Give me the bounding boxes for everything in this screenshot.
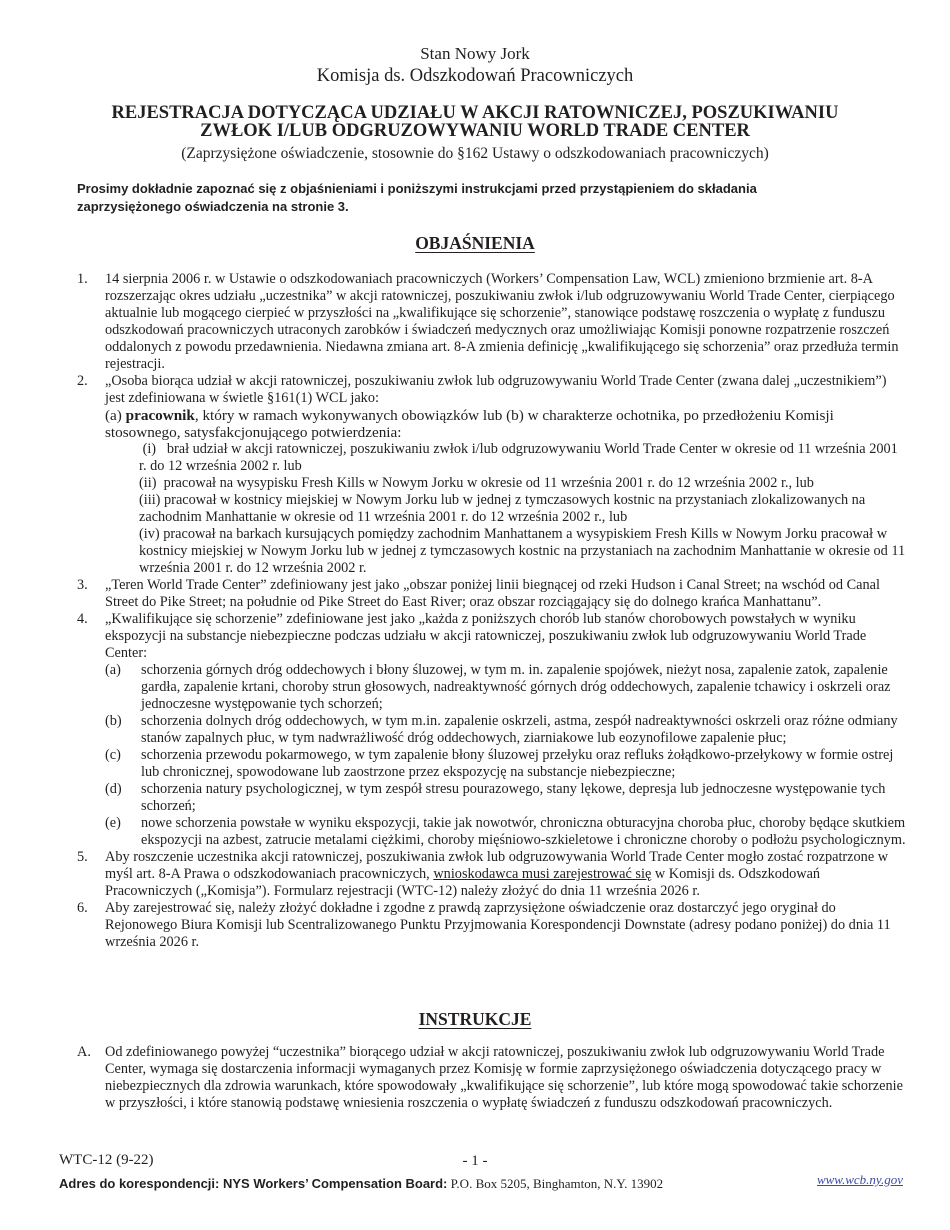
roman-text: pracował w kostnicy miejskiej w Nowym Jorku lub w jednej z tymczasowych kostnic na przystaniach zlokalizowanych na zachodnim Manhattanie w okresie od 11 września 2001 r. do 12 września 2002 r., lub xyxy=(139,492,866,525)
condition-label: (e) xyxy=(105,815,121,831)
website-link[interactable]: www.wcb.ny.gov xyxy=(816,1172,903,1187)
explanation-item-6 xyxy=(77,900,907,951)
address-label: Adres do korespondencji: NYS Workers’ Compensation Board: xyxy=(59,1176,448,1191)
definition-lead-bold: pracownik xyxy=(125,407,195,424)
item-text: „Kwalifikujące się schorzenie” zdefiniowane jest jako „każda z poniższych chorób lub stanów chorobowych powstałych w wyniku ekspozycji na substancje niebezpieczne podczas udziału w akcji ratowniczej, poszukiwaniu zwłok lub odgruzowywaniu World Trade Center: xyxy=(105,611,867,661)
roman-item-iv xyxy=(139,526,907,577)
roman-text: pracował na wysypisku Fresh Kills w Nowym Jorku w okresie od 11 września 2001 r. do 12 września 2002 r., lub xyxy=(163,475,814,491)
item-number: 1. xyxy=(77,271,88,287)
form-code: WTC-12 (9-22) xyxy=(59,1152,154,1168)
explanations-heading xyxy=(0,233,950,254)
condition-item-e xyxy=(105,815,907,849)
form-subtitle: (Zaprzysiężone oświadczenie, stosownie do §162 Ustawy o odszkodowaniach pracowniczych) xyxy=(181,145,769,162)
item-number: 4. xyxy=(77,611,88,627)
condition-item-c xyxy=(105,747,907,781)
instructions-list xyxy=(77,1044,907,1112)
condition-label: (d) xyxy=(105,781,122,797)
condition-item-b xyxy=(105,713,907,747)
instruction-item-a xyxy=(77,1044,907,1112)
explanation-item-1 xyxy=(77,271,907,373)
item-number: 5. xyxy=(77,849,88,865)
condition-text: nowe schorzenia powstałe w wyniku ekspozycji, takie jak nowotwór, chroniczna obturacyjna choroba płuc, choroby będące skutkiem ekspozycji na azbest, zatrucie metalami ciężkimi, choroby mięśniowo-szkieletowe i chroniczne choroby o podłożu psychologicznym. xyxy=(141,815,906,848)
roman-label: (ii) xyxy=(139,475,157,491)
item-text: Aby zarejestrować się, należy złożyć dokładne i zgodne z prawdą zaprzysiężone oświadczenie oraz dostarczyć jego oryginał do Rejonowego Biura Komisji lub Scentralizowanego Punktu Przyjmowania Korespondencji Downstate (adresy podano poniżej) do dnia 11 września 2026 r. xyxy=(105,900,891,950)
condition-label: (a) xyxy=(105,662,121,678)
condition-item-d xyxy=(105,781,907,815)
condition-text: schorzenia dolnych dróg oddechowych, w tym m.in. zapalenie oskrzeli, astma, zespół nadreaktywności oskrzeli oraz różne odmiany stanów zapalnych płuc, w tym nadwrażliwość dróg oddechowych, ziarniakowe lub eozynofilowe zapalenie płuc; xyxy=(141,713,898,746)
board-name: Komisja ds. Odszkodowań Pracowniczych xyxy=(316,66,634,86)
roman-text: brał udział w akcji ratowniczej, poszukiwaniu zwłok i/lub odgruzowywaniu World Trade Center w okresie od 11 września 2001 r. do 12 września 2002 r. lub xyxy=(139,441,898,474)
item-text: „Osoba biorąca udział w akcji ratowniczej, poszukiwaniu zwłok lub odgruzowywaniu World Trade Center (zwana dalej „uczestnikiem”) jest zdefiniowana w świetle §161(1) WCL jako: xyxy=(105,373,887,406)
item-number: A. xyxy=(77,1044,91,1060)
form-title xyxy=(60,104,890,140)
mailing-address xyxy=(59,1176,663,1192)
explanation-item-3 xyxy=(77,577,907,611)
roman-item-ii xyxy=(139,475,907,492)
item-number: 6. xyxy=(77,900,88,916)
form-title-line2: ZWŁOK I/LUB ODGRUZOWYWANIU WORLD TRADE CENTER xyxy=(200,121,750,141)
condition-label: (c) xyxy=(105,747,121,763)
definition-lead-a: (a) xyxy=(105,407,126,424)
state-name: Stan Nowy Jork xyxy=(420,44,530,63)
condition-text: schorzenia górnych dróg oddechowych i błony śluzowej, w tym m. in. zapalenie spojówek, nieżyt nosa, zapalenie zatok, zapalenie gardła, zapalenie krtani, choroby strun głosowych, nadreaktywność górnych dróg oddechowych, zapalenie tchawicy i oskrzeli oraz jednoczesne występowanie tych schorzeń; xyxy=(141,662,891,712)
condition-list xyxy=(77,662,907,849)
condition-text: schorzenia natury psychologicznej, w tym zespół stresu pourazowego, stany lękowe, depresja lub jednoczesne występowanie tych schorzeń; xyxy=(141,781,886,814)
explanation-item-5 xyxy=(77,849,907,900)
page-number: - 1 - xyxy=(462,1153,488,1169)
item-text-before: Aby roszczenie uczestnika akcji ratowniczej, poszukiwania zwłok lub odgruzowywania World Trade Center mogło zostać rozpatrzone w myśl art. 8-A Prawa o odszkodowaniach pracowniczych, xyxy=(105,849,889,882)
item-number: 3. xyxy=(77,577,88,593)
roman-list xyxy=(77,441,907,577)
roman-item-iii xyxy=(139,492,907,526)
participant-definition xyxy=(77,407,907,441)
item-text: Od zdefiniowanego powyżej “uczestnika” biorącego udział w akcji ratowniczej, poszukiwaniu zwłok lub odgruzowywaniu World Trade Center, wymaga się dostarczenia informacji wymaganych przez Komisję w formie zaprzysiężonego oświadczenia dotyczącego pracy w niebezpiecznych dla zdrowia warunkach, które spowodowały „kwalifikujące się schorzenie”, lub które mogą spowodować takie schorzenie w przyszłości, i które stanowią podstawę wniesienia roszczenia o wypłatę świadczeń z funduszu odszkodowań pracowniczych. xyxy=(105,1044,903,1111)
roman-item-i xyxy=(139,441,907,475)
explanation-item-4 xyxy=(77,611,907,662)
explanations-heading-text: OBJAŚNIENIA xyxy=(415,233,535,253)
condition-item-a xyxy=(105,662,907,713)
intro-notice: Prosimy dokładnie zapoznać się z objaśnieniami i poniższymi instrukcjami przed przystąpieniem do składania zaprzysiężonego oświadczenia na stronie 3. xyxy=(77,181,757,214)
condition-label: (b) xyxy=(105,713,122,729)
item-text-after: w Komisji ds. Odszkodowań Pracowniczych („Komisja”). Formularz rejestracji (WTC-12) należy złożyć do dnia 11 września 2026 r. xyxy=(105,866,821,899)
item-number: 2. xyxy=(77,373,88,389)
instructions-heading-text: INSTRUKCJE xyxy=(418,1009,532,1029)
item-text: 14 sierpnia 2006 r. w Ustawie o odszkodowaniach pracowniczych (Workers’ Compensation Law, WCL) zmieniono brzmienie art. 8-A rozszerzając okres udziału „uczestnika” w akcji ratowniczej, poszukiwaniu zwłok i/lub odgruzowywaniu World Trade Center, cierpiącego aktualnie lub mogącego cierpieć w przyszłości na „kwalifikujące się schorzenie”, stanowiące podstawę roszczenia o wypłatę z funduszu odszkodowań pracowniczych utraconych zarobków i świadczeń medycznych oraz umożliwiając Komisji ponowne rozpatrzenie roszczeń oddalonych z powodu przedawnienia. Niedawna zmiana art. 8-A zmienia definicję „kwalifikującego się schorzenia” oraz przedłuża termin rejestracji. xyxy=(105,271,899,372)
condition-text: schorzenia przewodu pokarmowego, w tym zapalenie błony śluzowej przełyku oraz refluks żołądkowo-przełykowy w formie ostrej lub chronicznej, spowodowane lub zaostrzone przez ekspozycję na substancje niebezpieczne; xyxy=(141,747,894,780)
explanation-item-2 xyxy=(77,373,907,407)
registration-requirement: wnioskodawca musi zarejestrować się xyxy=(433,866,652,882)
form-title-line1: REJESTRACJA DOTYCZĄCA UDZIAŁU W AKCJI RATOWNICZEJ, POSZUKIWANIU xyxy=(111,103,839,123)
address-value: P.O. Box 5205, Binghamton, N.Y. 13902 xyxy=(447,1176,664,1191)
instructions-heading xyxy=(0,1009,950,1030)
roman-text: pracował na barkach kursujących pomiędzy zachodnim Manhattanem a wysypiskiem Fresh Kills w Nowym Jorku pracował w kostnicy miejskiej w Nowym Jorku lub w jednej z tymczasowych kostnic na przystaniach na zachodnim Manhattanie w okresie od 11 września 2001 r. do 12 września 2002 r. xyxy=(139,526,906,576)
roman-label: (iv) xyxy=(139,526,160,542)
explanations-list xyxy=(77,271,907,951)
roman-label: (i) xyxy=(142,441,157,457)
roman-label: (iii) xyxy=(139,492,161,508)
item-text: „Teren World Trade Center” zdefiniowany jest jako „obszar poniżej linii biegnącej od rzeki Hudson i Canal Street; na wschód od Canal Street do Pike Street; na południe od Pike Street do East River; oraz obszar rozciągający się do dolnego krańca Manhattanu”. xyxy=(105,577,880,610)
definition-lead-rest: , który w ramach wykonywanych obowiązków lub (b) w charakterze ochotnika, po przedłożeniu Komisji stosownego, satysfakcjonującego potwierdzenia: xyxy=(105,407,834,441)
